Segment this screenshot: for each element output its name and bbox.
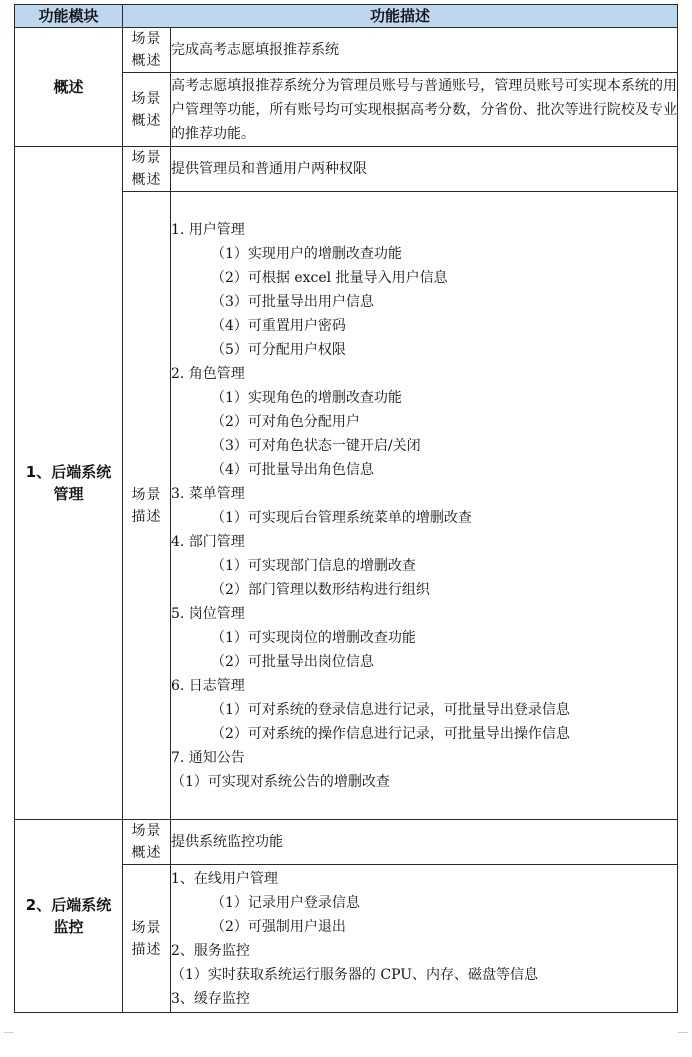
list-item: 7. 通知公告 [171, 749, 245, 766]
module-cell [15, 820, 123, 1013]
header-description: 功能描述 [123, 5, 678, 28]
list-item: （5）可分配用户权限 [211, 341, 346, 358]
description-cell [171, 28, 678, 73]
list-item: （2）可根据 excel 批量导入用户信息 [211, 269, 448, 286]
module-name-line: 监控 [53, 918, 84, 936]
table-row [15, 28, 678, 73]
table-row [15, 147, 678, 192]
description-cell [171, 820, 678, 865]
description-text: 高考志愿填报推荐系统分为管理员账号与普通账号，管理员账号可实现本系统的用户管理等功能，所有账号均可实现根据高考分数，分省份、批次等进行院校及专业的推荐功能。 [171, 77, 678, 142]
scene-label-cell [123, 28, 171, 73]
scene-label-line: 场景 [131, 31, 162, 47]
table-body [15, 28, 678, 1013]
header-module: 功能模块 [15, 5, 123, 28]
module-name-line: 管理 [53, 485, 84, 503]
module-cell [15, 147, 123, 820]
description-cell [171, 147, 678, 192]
list-item: （3）可批量导出用户信息 [211, 293, 374, 310]
module-name-line: 1、后端系统 [25, 463, 112, 481]
list-item: （1）实现用户的增删改查功能 [211, 245, 402, 262]
scene-label-line: 场景 [131, 90, 162, 107]
module-name-line: 2、后端系统 [25, 896, 112, 914]
scene-label-cell [123, 865, 171, 1013]
scene-label-line: 概述 [131, 172, 162, 188]
list-item: （4）可批量导出角色信息 [211, 461, 374, 478]
page-corner-mark-right [678, 1032, 688, 1033]
list-item: （2）部门管理以数形结构进行组织 [211, 581, 430, 598]
scene-label-line: 描述 [131, 508, 162, 525]
list-item: （2）可强制用户退出 [211, 918, 346, 935]
list-item: （1）可实现后台管理系统菜单的增删改查 [211, 509, 472, 526]
list-item: （1）可实现部门信息的增删改查 [211, 557, 416, 574]
list-item: 2. 角色管理 [171, 365, 245, 382]
list-item: 1、在线用户管理 [171, 870, 278, 887]
list-item: 5. 岗位管理 [171, 605, 245, 622]
scene-label-line: 概述 [131, 53, 162, 69]
list-item: （4）可重置用户密码 [211, 317, 346, 334]
list-item: 3. 菜单管理 [171, 485, 245, 502]
scene-label-cell [123, 73, 171, 147]
description-text: 提供系统监控功能 [171, 834, 283, 850]
list-item: 6. 日志管理 [171, 677, 245, 694]
scene-label-cell [123, 192, 171, 820]
list-item: （2）可对系统的操作信息进行记录，可批量导出操作信息 [211, 725, 570, 742]
scene-label-line: 场景 [131, 150, 162, 166]
page-corner-mark-left [4, 1032, 14, 1033]
description-cell [171, 865, 678, 1013]
module-name-line: 概述 [53, 78, 84, 96]
scene-label-line: 概述 [131, 112, 162, 129]
list-item: （2）可批量导出岗位信息 [211, 653, 374, 670]
list-item: （2）可对角色分配用户 [211, 413, 360, 430]
scene-label-line: 场景 [131, 486, 162, 503]
scene-label-line: 场景 [131, 919, 162, 936]
scene-label-cell [123, 820, 171, 865]
list-item: 4. 部门管理 [171, 533, 245, 550]
list-item: （1）可实现岗位的增删改查功能 [211, 629, 416, 646]
function-spec-table [14, 4, 678, 1013]
scene-label-line: 描述 [131, 941, 162, 958]
list-item: （1）实时获取系统运行服务器的 CPU、内存、磁盘等信息 [171, 966, 539, 983]
description-cell [171, 73, 678, 147]
scene-label-cell [123, 147, 171, 192]
scene-label-line: 概述 [131, 845, 162, 861]
description-cell [171, 192, 678, 820]
description-text: 完成高考志愿填报推荐系统 [171, 42, 339, 58]
list-item: （1）可实现对系统公告的增删改查 [171, 773, 390, 790]
list-item: 1. 用户管理 [171, 221, 245, 238]
list-item: （1）记录用户登录信息 [211, 894, 360, 911]
description-text: 提供管理员和普通用户两种权限 [171, 161, 367, 177]
list-item: （3）可对角色状态一键开启/关闭 [211, 437, 421, 454]
header-row [15, 5, 678, 28]
scene-label-line: 场景 [131, 823, 162, 839]
list-item: 2、服务监控 [171, 942, 250, 959]
table-row [15, 820, 678, 865]
module-cell [15, 28, 123, 147]
list-item: （1）可对系统的登录信息进行记录，可批量导出登录信息 [211, 701, 570, 718]
list-item: （1）实现角色的增删改查功能 [211, 389, 402, 406]
list-item: 3、缓存监控 [171, 990, 250, 1007]
